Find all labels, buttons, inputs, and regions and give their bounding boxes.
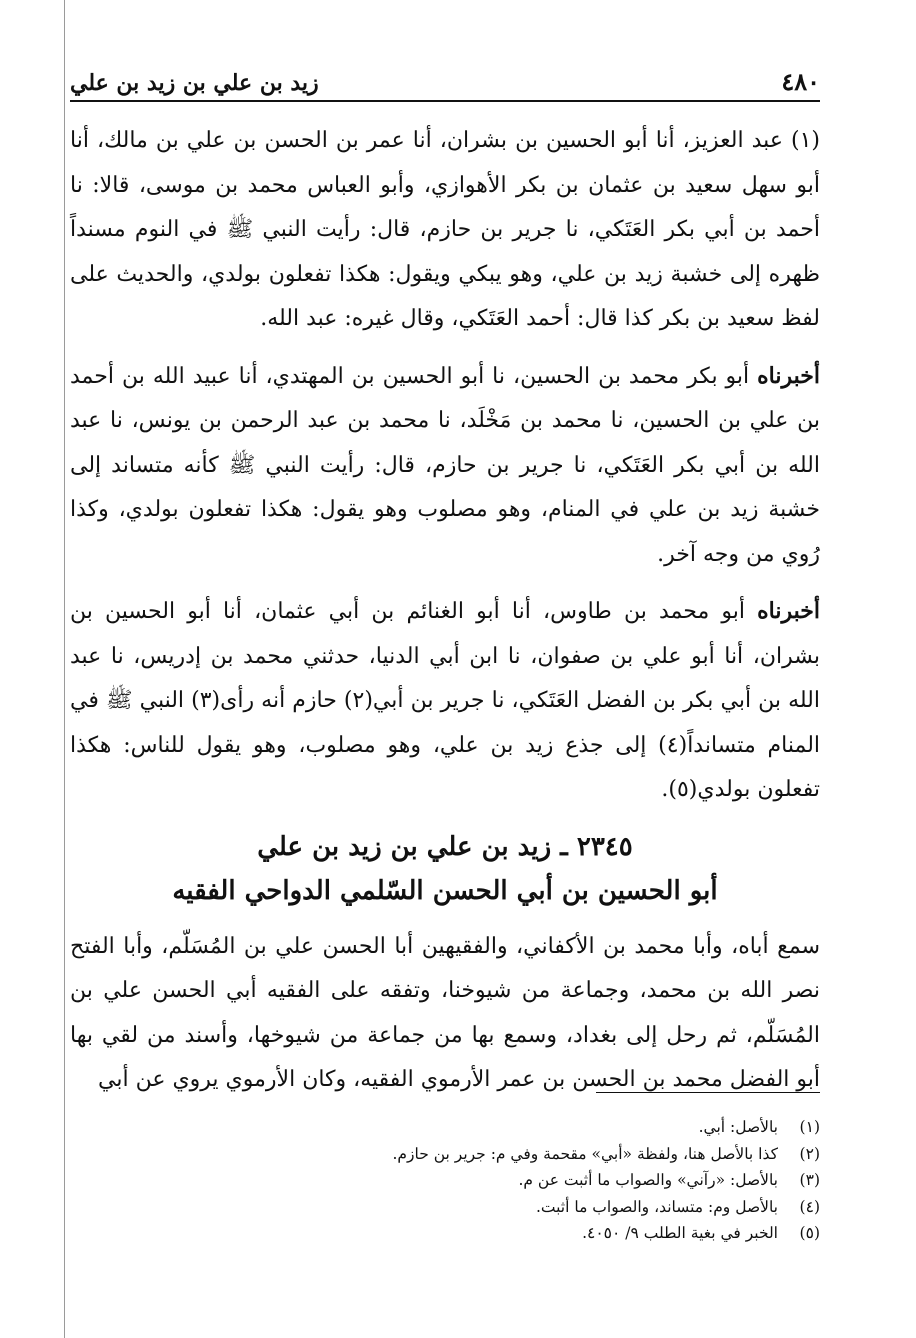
running-title: زيد بن علي بن زيد بن علي	[70, 70, 319, 96]
footnote	[70, 1114, 820, 1141]
footnote-number: (٤)	[799, 1197, 820, 1216]
binding-gutter-line	[64, 0, 65, 1338]
footnote-text: بالأصل: «رآني» والصواب ما أثبت عن م.	[518, 1171, 778, 1189]
entry-subtitle: أبو الحسين بن أبي الحسن السّلمي الدواحي الفقيه	[172, 875, 718, 906]
footnote-text: كذا بالأصل هنا، ولفظة «أبي» مقحمة وفي م: جرير بن حازم.	[392, 1144, 778, 1163]
entry-title: ٢٣٤٥ ـ زيد بن علي بن زيد بن علي	[257, 831, 633, 862]
footnote-text: الخبر في بغية الطلب ٩/ ٤٠٥٠.	[582, 1224, 778, 1242]
paragraph-2	[70, 354, 820, 578]
paragraph-lead: أخبرناه	[757, 362, 820, 389]
footnote-number: (٣)	[799, 1171, 820, 1189]
paragraph-3	[70, 589, 820, 813]
footnote-number: (١)	[799, 1118, 820, 1136]
paragraph-lead: أخبرناه	[757, 598, 820, 624]
main-text	[70, 118, 820, 1115]
footnote-text: بالأصل: أبي.	[698, 1118, 778, 1136]
footnote-separator	[596, 1092, 820, 1093]
page-header	[70, 60, 820, 102]
paragraph-text: (١) عبد العزيز، أنا أبو الحسين بن بشران، أنا عمر بن الحسن بن علي بن مالك، أنا أبو سهل سعيد بن عثمان بن بكر الأهوازي، وأبو العباس محمد بن موسى، قالا: نا أحمد بن أبي بكر العَتَكي، نا جرير بن حازم، قال: رأيت النبي ﷺ في النوم مسنداً ظهره إلى خشبة زيد بن علي، وهو يبكي ويقول: هكذا تفعلون بولدي، والحديث على لفظ سعيد بن بكر كذا قال: أحمد العَتَكي، وقال غيره: عبد الله.	[70, 128, 820, 331]
entry-body: سمع أباه، وأبا محمد بن الأكفاني، والفقيهين أبا الحسن علي بن المُسَلّم، وأبا الفتح نصر الله بن محمد، وجماعة من شيوخنا، وتفقه على الفقيه أبي الحسن علي بن المُسَلّم، ثم رحل إلى بغداد، وسمع بها من جماعة من شيوخها، وأسند من لقي بها أبو الفضل محمد بن الحسن بن عمر الأرموي الفقيه، وكان الأرموي يروي عن أبي	[70, 933, 821, 1092]
entry-heading	[70, 825, 820, 913]
footnotes	[70, 1114, 820, 1247]
footnote-number: (٥)	[799, 1224, 820, 1242]
page-number: ٤٨٠	[781, 67, 820, 96]
paragraph-text: أبو محمد بن طاوس، أنا أبو الغنائم بن أبي عثمان، أنا أبو الحسين بن بشران، أنا أبو علي بن صفوان، نا ابن أبي الدنيا، حدثني محمد بن إدريس، نا عبد الله بن أبي بكر بن الفضل العَتَكي، نا جرير بن أبي(٢) حازم أنه رأى(٣) النبي ﷺ في المنام متسانداً(٤) إلى جذع زيد بن علي، وهو مصلوب، وهو يقول للناس: هكذا تفعلون بولدي(٥).	[70, 599, 821, 802]
paragraph-text: أبو بكر محمد بن الحسين، نا أبو الحسين بن المهتدي، أنا عبيد الله بن أحمد بن علي بن الحسين، نا محمد بن مَخْلَد، نا محمد بن عبد الرحمن بن يونس، نا عبد الله بن أبي بكر العَتَكي، نا جرير بن حازم، قال: رأيت النبي ﷺ كأنه متساند إلى خشبة زيد بن علي في المنام، وهو مصلوب وهو يقول: هكذا تفعلون بولدي، وكذا رُوي من وجه آخر.	[70, 363, 820, 567]
footnote	[70, 1194, 820, 1221]
paragraph-1	[70, 118, 820, 342]
footnote	[70, 1141, 820, 1168]
footnote	[70, 1220, 820, 1247]
footnote	[70, 1167, 820, 1194]
footnote-number: (٢)	[799, 1144, 820, 1163]
footnote-text: بالأصل وم: متساند، والصواب ما أثبت.	[535, 1197, 778, 1216]
